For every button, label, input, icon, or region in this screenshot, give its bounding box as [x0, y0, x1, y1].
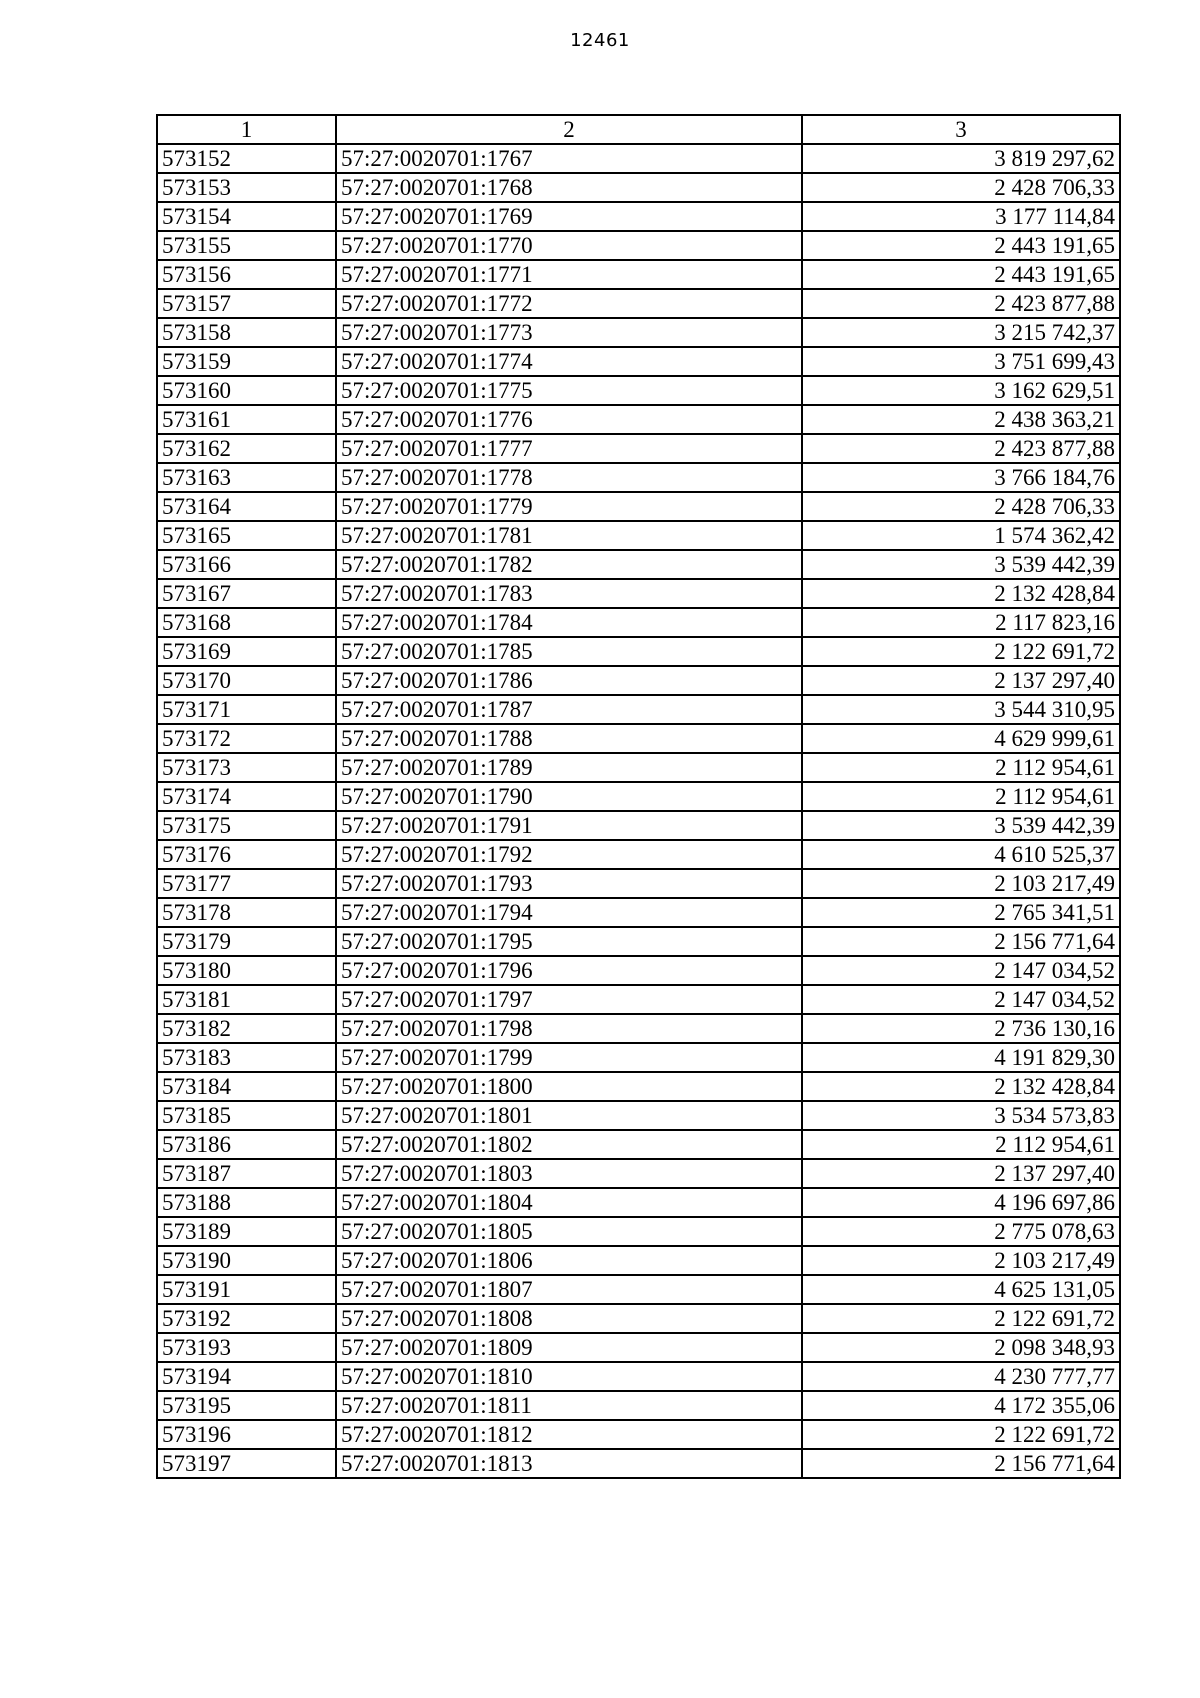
cadastral-value-cell: 2 736 130,16 [802, 1014, 1120, 1043]
row-number-cell: 573193 [157, 1333, 336, 1362]
table-row [157, 1304, 1120, 1333]
row-number-cell: 573192 [157, 1304, 336, 1333]
row-number-cell: 573167 [157, 579, 336, 608]
table-row [157, 492, 1120, 521]
column-header-2: 2 [336, 115, 802, 144]
cadastral-value-cell: 1 574 362,42 [802, 521, 1120, 550]
cadastral-number-cell: 57:27:0020701:1813 [336, 1449, 802, 1478]
cadastral-value-cell: 4 191 829,30 [802, 1043, 1120, 1072]
cadastral-number-cell: 57:27:0020701:1786 [336, 666, 802, 695]
row-number-cell: 573178 [157, 898, 336, 927]
cadastral-number-cell: 57:27:0020701:1796 [336, 956, 802, 985]
table-row [157, 782, 1120, 811]
row-number-cell: 573160 [157, 376, 336, 405]
row-number-cell: 573187 [157, 1159, 336, 1188]
table-row [157, 289, 1120, 318]
table-row [157, 521, 1120, 550]
row-number-cell: 573188 [157, 1188, 336, 1217]
cadastral-number-cell: 57:27:0020701:1800 [336, 1072, 802, 1101]
table-row [157, 1101, 1120, 1130]
row-number-cell: 573170 [157, 666, 336, 695]
table-row [157, 1333, 1120, 1362]
table-row [157, 1391, 1120, 1420]
cadastral-number-cell: 57:27:0020701:1810 [336, 1362, 802, 1391]
row-number-cell: 573176 [157, 840, 336, 869]
row-number-cell: 573158 [157, 318, 336, 347]
cadastral-number-cell: 57:27:0020701:1770 [336, 231, 802, 260]
cadastral-number-cell: 57:27:0020701:1807 [336, 1275, 802, 1304]
cadastral-value-cell: 2 137 297,40 [802, 1159, 1120, 1188]
row-number-cell: 573159 [157, 347, 336, 376]
table-row [157, 434, 1120, 463]
row-number-cell: 573186 [157, 1130, 336, 1159]
cadastral-value-cell: 2 122 691,72 [802, 1420, 1120, 1449]
cadastral-value-cell: 2 428 706,33 [802, 173, 1120, 202]
cadastral-value-cell: 2 156 771,64 [802, 927, 1120, 956]
cadastral-number-cell: 57:27:0020701:1772 [336, 289, 802, 318]
cadastral-number-cell: 57:27:0020701:1791 [336, 811, 802, 840]
table-row [157, 985, 1120, 1014]
table-row [157, 811, 1120, 840]
cadastral-value-cell: 4 172 355,06 [802, 1391, 1120, 1420]
cadastral-number-cell: 57:27:0020701:1803 [336, 1159, 802, 1188]
row-number-cell: 573153 [157, 173, 336, 202]
table-row [157, 231, 1120, 260]
row-number-cell: 573163 [157, 463, 336, 492]
cadastral-value-cell: 2 132 428,84 [802, 1072, 1120, 1101]
cadastral-number-cell: 57:27:0020701:1798 [336, 1014, 802, 1043]
table-row [157, 840, 1120, 869]
row-number-cell: 573156 [157, 260, 336, 289]
cadastral-value-cell: 2 428 706,33 [802, 492, 1120, 521]
page-number: 12461 [570, 30, 630, 51]
cadastral-number-cell: 57:27:0020701:1805 [336, 1217, 802, 1246]
cadastral-value-cell: 2 423 877,88 [802, 289, 1120, 318]
row-number-cell: 573180 [157, 956, 336, 985]
row-number-cell: 573183 [157, 1043, 336, 1072]
cadastral-value-cell: 2 122 691,72 [802, 637, 1120, 666]
table-row [157, 927, 1120, 956]
row-number-cell: 573171 [157, 695, 336, 724]
row-number-cell: 573172 [157, 724, 336, 753]
row-number-cell: 573173 [157, 753, 336, 782]
cadastral-value-cell: 3 751 699,43 [802, 347, 1120, 376]
cadastral-value-cell: 2 443 191,65 [802, 260, 1120, 289]
table-row [157, 637, 1120, 666]
table-row [157, 463, 1120, 492]
cadastral-value-cell: 2 112 954,61 [802, 1130, 1120, 1159]
row-number-cell: 573164 [157, 492, 336, 521]
cadastral-value-cell: 2 103 217,49 [802, 869, 1120, 898]
table-row [157, 666, 1120, 695]
cadastral-value-cell: 2 147 034,52 [802, 956, 1120, 985]
row-number-cell: 573166 [157, 550, 336, 579]
column-header-1: 1 [157, 115, 336, 144]
column-header-3: 3 [802, 115, 1120, 144]
cadastral-value-cell: 2 775 078,63 [802, 1217, 1120, 1246]
row-number-cell: 573179 [157, 927, 336, 956]
table-row [157, 1130, 1120, 1159]
table-row [157, 550, 1120, 579]
table-row [157, 753, 1120, 782]
cadastral-value-cell: 3 534 573,83 [802, 1101, 1120, 1130]
cadastral-value-cell: 2 156 771,64 [802, 1449, 1120, 1478]
cadastral-value-table [156, 114, 1121, 1479]
row-number-cell: 573168 [157, 608, 336, 637]
cadastral-value-cell: 4 629 999,61 [802, 724, 1120, 753]
cadastral-number-cell: 57:27:0020701:1785 [336, 637, 802, 666]
table-row [157, 1275, 1120, 1304]
row-number-cell: 573155 [157, 231, 336, 260]
cadastral-value-cell: 2 117 823,16 [802, 608, 1120, 637]
table-row [157, 695, 1120, 724]
cadastral-number-cell: 57:27:0020701:1777 [336, 434, 802, 463]
row-number-cell: 573182 [157, 1014, 336, 1043]
cadastral-number-cell: 57:27:0020701:1775 [336, 376, 802, 405]
cadastral-number-cell: 57:27:0020701:1771 [336, 260, 802, 289]
row-number-cell: 573161 [157, 405, 336, 434]
table-row [157, 1043, 1120, 1072]
cadastral-value-cell: 4 625 131,05 [802, 1275, 1120, 1304]
cadastral-value-cell: 3 539 442,39 [802, 811, 1120, 840]
row-number-cell: 573165 [157, 521, 336, 550]
cadastral-number-cell: 57:27:0020701:1767 [336, 144, 802, 173]
row-number-cell: 573191 [157, 1275, 336, 1304]
table-row [157, 956, 1120, 985]
table-row [157, 318, 1120, 347]
table-row [157, 579, 1120, 608]
cadastral-number-cell: 57:27:0020701:1789 [336, 753, 802, 782]
table-row [157, 1420, 1120, 1449]
row-number-cell: 573181 [157, 985, 336, 1014]
cadastral-number-cell: 57:27:0020701:1795 [336, 927, 802, 956]
cadastral-number-cell: 57:27:0020701:1788 [336, 724, 802, 753]
table-row [157, 608, 1120, 637]
cadastral-number-cell: 57:27:0020701:1781 [336, 521, 802, 550]
row-number-cell: 573177 [157, 869, 336, 898]
row-number-cell: 573195 [157, 1391, 336, 1420]
table-row [157, 1159, 1120, 1188]
cadastral-value-cell: 2 103 217,49 [802, 1246, 1120, 1275]
table-row [157, 144, 1120, 173]
table-row [157, 260, 1120, 289]
table-row [157, 1188, 1120, 1217]
table-row [157, 898, 1120, 927]
table-row [157, 405, 1120, 434]
row-number-cell: 573197 [157, 1449, 336, 1478]
row-number-cell: 573190 [157, 1246, 336, 1275]
table-row [157, 1217, 1120, 1246]
row-number-cell: 573162 [157, 434, 336, 463]
cadastral-number-cell: 57:27:0020701:1776 [336, 405, 802, 434]
cadastral-number-cell: 57:27:0020701:1783 [336, 579, 802, 608]
row-number-cell: 573185 [157, 1101, 336, 1130]
table-row [157, 1014, 1120, 1043]
row-number-cell: 573152 [157, 144, 336, 173]
cadastral-number-cell: 57:27:0020701:1808 [336, 1304, 802, 1333]
cadastral-value-cell: 2 147 034,52 [802, 985, 1120, 1014]
cadastral-number-cell: 57:27:0020701:1773 [336, 318, 802, 347]
cadastral-number-cell: 57:27:0020701:1811 [336, 1391, 802, 1420]
table-row [157, 869, 1120, 898]
table-body [157, 144, 1120, 1478]
cadastral-value-cell: 2 098 348,93 [802, 1333, 1120, 1362]
cadastral-value-cell: 2 438 363,21 [802, 405, 1120, 434]
cadastral-number-cell: 57:27:0020701:1797 [336, 985, 802, 1014]
table-row [157, 1072, 1120, 1101]
row-number-cell: 573189 [157, 1217, 336, 1246]
table-row [157, 347, 1120, 376]
cadastral-number-cell: 57:27:0020701:1812 [336, 1420, 802, 1449]
cadastral-value-cell: 3 544 310,95 [802, 695, 1120, 724]
row-number-cell: 573196 [157, 1420, 336, 1449]
cadastral-value-cell: 3 177 114,84 [802, 202, 1120, 231]
cadastral-value-cell: 4 196 697,86 [802, 1188, 1120, 1217]
row-number-cell: 573174 [157, 782, 336, 811]
cadastral-value-cell: 4 230 777,77 [802, 1362, 1120, 1391]
cadastral-number-cell: 57:27:0020701:1769 [336, 202, 802, 231]
cadastral-value-cell: 3 766 184,76 [802, 463, 1120, 492]
table-row [157, 724, 1120, 753]
cadastral-number-cell: 57:27:0020701:1784 [336, 608, 802, 637]
cadastral-number-cell: 57:27:0020701:1779 [336, 492, 802, 521]
cadastral-number-cell: 57:27:0020701:1801 [336, 1101, 802, 1130]
cadastral-number-cell: 57:27:0020701:1799 [336, 1043, 802, 1072]
cadastral-value-cell: 2 765 341,51 [802, 898, 1120, 927]
cadastral-value-cell: 4 610 525,37 [802, 840, 1120, 869]
cadastral-value-cell: 2 112 954,61 [802, 782, 1120, 811]
cadastral-value-cell: 2 112 954,61 [802, 753, 1120, 782]
cadastral-number-cell: 57:27:0020701:1782 [336, 550, 802, 579]
cadastral-number-cell: 57:27:0020701:1774 [336, 347, 802, 376]
cadastral-value-cell: 3 539 442,39 [802, 550, 1120, 579]
row-number-cell: 573157 [157, 289, 336, 318]
cadastral-number-cell: 57:27:0020701:1794 [336, 898, 802, 927]
table-header-row [157, 115, 1120, 144]
row-number-cell: 573184 [157, 1072, 336, 1101]
row-number-cell: 573169 [157, 637, 336, 666]
table-row [157, 1246, 1120, 1275]
cadastral-value-cell: 2 443 191,65 [802, 231, 1120, 260]
table-row [157, 1449, 1120, 1478]
cadastral-value-cell: 2 423 877,88 [802, 434, 1120, 463]
cadastral-number-cell: 57:27:0020701:1778 [336, 463, 802, 492]
cadastral-value-cell: 3 162 629,51 [802, 376, 1120, 405]
cadastral-number-cell: 57:27:0020701:1768 [336, 173, 802, 202]
cadastral-number-cell: 57:27:0020701:1792 [336, 840, 802, 869]
cadastral-value-cell: 3 215 742,37 [802, 318, 1120, 347]
cadastral-number-cell: 57:27:0020701:1802 [336, 1130, 802, 1159]
cadastral-number-cell: 57:27:0020701:1809 [336, 1333, 802, 1362]
cadastral-number-cell: 57:27:0020701:1806 [336, 1246, 802, 1275]
row-number-cell: 573194 [157, 1362, 336, 1391]
cadastral-value-cell: 3 819 297,62 [802, 144, 1120, 173]
table-row [157, 376, 1120, 405]
cadastral-number-cell: 57:27:0020701:1793 [336, 869, 802, 898]
table-row [157, 173, 1120, 202]
cadastral-number-cell: 57:27:0020701:1787 [336, 695, 802, 724]
cadastral-number-cell: 57:27:0020701:1790 [336, 782, 802, 811]
table-row [157, 202, 1120, 231]
cadastral-value-cell: 2 137 297,40 [802, 666, 1120, 695]
row-number-cell: 573154 [157, 202, 336, 231]
cadastral-number-cell: 57:27:0020701:1804 [336, 1188, 802, 1217]
cadastral-value-cell: 2 132 428,84 [802, 579, 1120, 608]
cadastral-value-cell: 2 122 691,72 [802, 1304, 1120, 1333]
table-row [157, 1362, 1120, 1391]
row-number-cell: 573175 [157, 811, 336, 840]
